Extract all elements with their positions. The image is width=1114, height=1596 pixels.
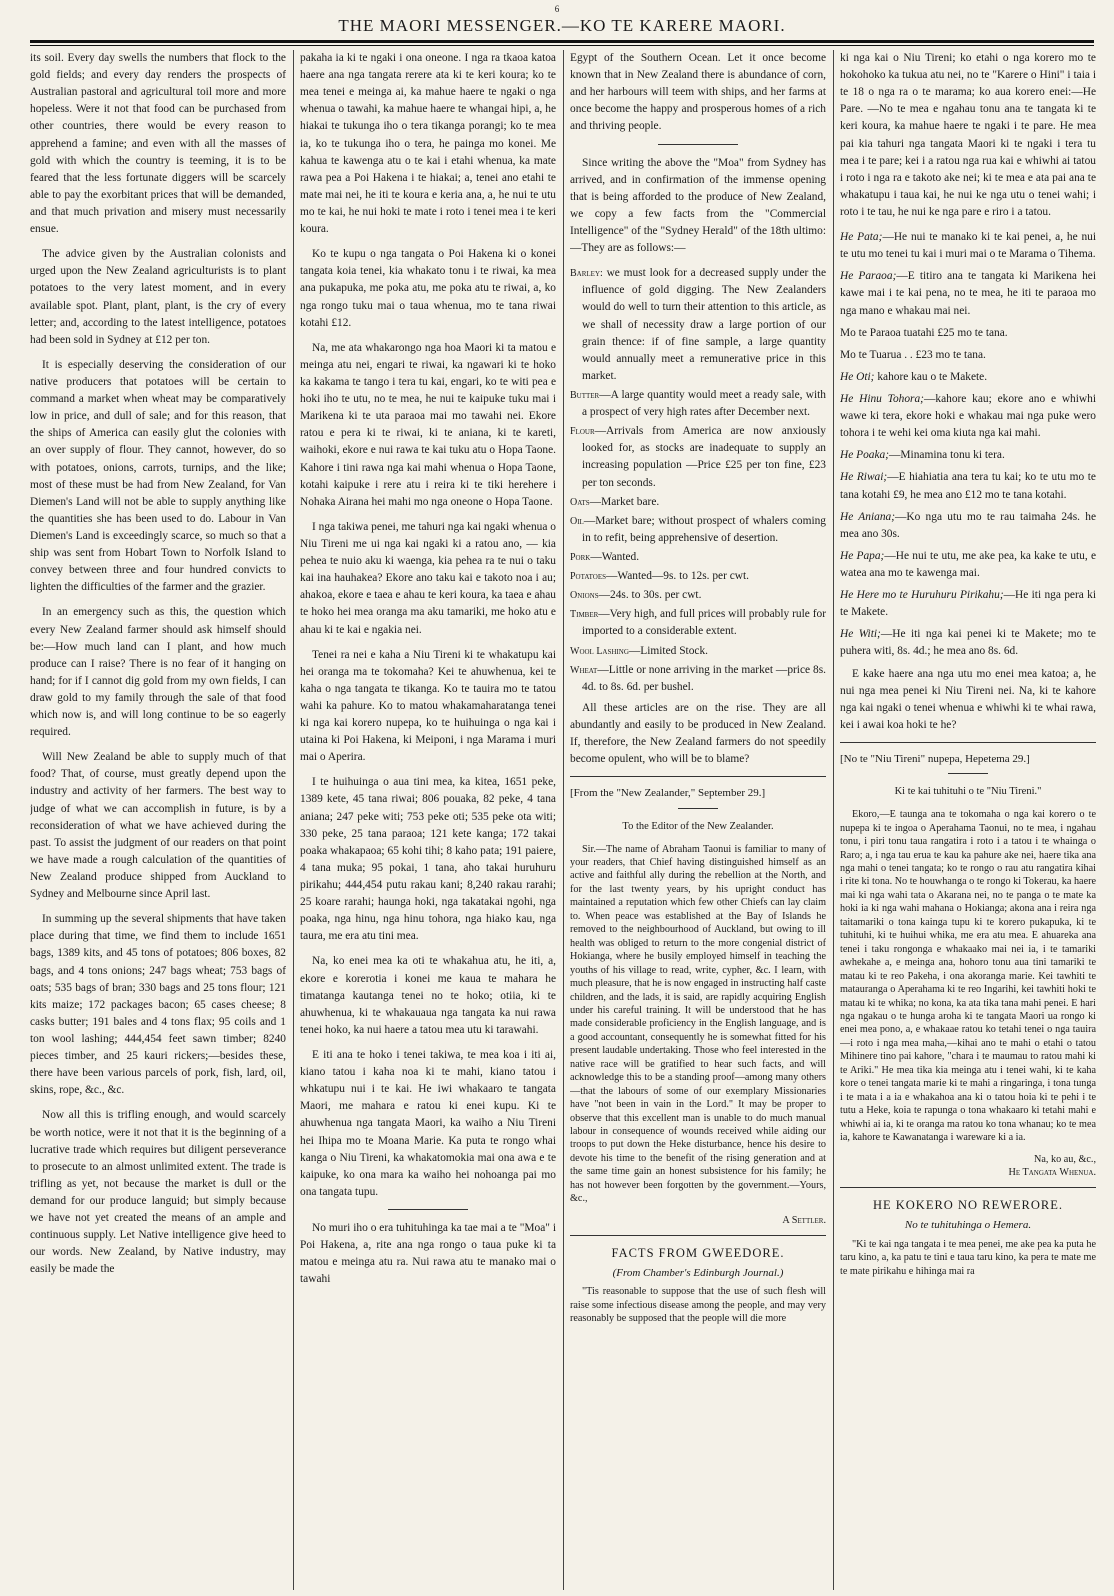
paragraph: I te huihuinga o aua tini mea, ka kitea, 1651 peke, 1389 kete, 45 tana riwai; 806 pouaka, 82 peke, 4 tana aniana; 247 peke witi; 753 peke oti; 535 peke ota witi; 330 peke, 25 tana paraoa; 121 kete kanga; 172 takai poaka whakapaoa; 65 kohi tihi; 8 kaho pata; 191 paiere, 4 tana muka; 95 pokai, 1 tana, aho takai huruhuru pirikahu; 444,454 putu rakau kani; 8,240 rakau rarahi; 25 koare rarahi; haunga hoki, nga takatakai ngohi, nga poaka, nga hinu, nga hinu tohora, nga hiako kau, nga taura, me era atu tini mea. — [300, 776, 556, 943]
price-entry — [840, 229, 1096, 263]
price-entry — [840, 626, 1096, 660]
market-entry — [570, 662, 826, 696]
market-entry — [570, 423, 826, 491]
section-divider — [388, 1209, 468, 1210]
paragraph: pakaha ia ki te ngaki i ona oneone. I nga ra tkaoa katoa haere ana nga tangata rerere ata ki te keri koura; ko te mea tenei e meinga ai, ka mahue haere te ngaki o nga whenua o tawahi, ka mahue haere te whangai hipi, a, he hiakai te tukunga iho o tera tikanga porangi; ko te mea ia, ko te tukunga iho o tera, he painga mo konei. Me kahua te kawenga atu o te kai i etahi whenua, ka mate rawa pea a Poi Hakena i te hiakai; a, tenei ano etahi te mate mai nei, he iti te koura e keria ana, a, he nui te utu mo te kai, he nui hoki te mate i roto i tenei mea i te keri koura. — [300, 52, 556, 236]
market-item: Barley: — [570, 268, 603, 280]
paragraph: It is especially deserving the consideration of our native producers that potatoes will be certain to command a market when wheat may be comparatively low in price, and dull of sale; and for this reason, that the ships of America can easily glut the colonies with an over supply of flour. They cannot, however, do so with potatoes, onions, carrots, turnips, and the like; most of these must be had from New Zealand, for Van Diemen's Land will not be able to supply anything like the quantities she has been used to do. Labour in Van Diemen's Land is exceedingly scarce, so much so that a ship was sent from Hobart Town to Norfolk Island to convey between three and four hundred convicts to lighten the difficulties of the farmer and the grazier. — [30, 358, 286, 594]
market-item: Oats — [570, 496, 590, 508]
paragraph: ki nga kai o Niu Tireni; ko etahi o nga korero mo te hokohoko ka tukua atu nei, no te "Karere o Hini" i taia i te 18 o nga ra o te marama; ko aua korero enei:—He Pare. —No te mea e ngahau tonu ana te tangata ki te keri koura, ka mahue haere te ngaki i te pare. He mea pai kia tahuri nga tangata Maori ki te ngaki i tera tu mea i te pare; kei i a ratou nga rua kai e whiwhi ai tatou i roto i nga ra e takoto ake nei; ki te mea e ata pai ana te whakatupu i taua kai, he nui ke nga utu o tenei wahi; i roto i te tau, he nui ke nga pare e riro i a tatou. — [840, 52, 1096, 218]
price-entry — [840, 509, 1096, 543]
column-3 — [570, 50, 826, 1590]
price-entry — [840, 369, 1096, 386]
price-label: He Riwai; — [840, 471, 888, 484]
price-entry — [840, 587, 1096, 621]
price-list — [840, 229, 1096, 660]
signature: A Settler. — [782, 1214, 826, 1226]
market-text: we must look for a decreased supply under the influence of gold digging. The New Zealanders would do well to turn their attention to this article, as we shall of necessity draw a large portion of our grain thence: if of fine sample, a large quantity would annually meet a remunerative price in this market. — [582, 267, 826, 382]
market-entry — [570, 606, 826, 640]
column-divider — [563, 50, 564, 1590]
section-divider — [678, 808, 718, 809]
page-number: 6 — [554, 4, 560, 14]
market-text: —Little or none arriving in the market —price 8s. 4d. to 8s. 6d. per bushel. — [582, 663, 826, 693]
price-entry — [840, 447, 1096, 464]
masthead-title: THE MAORI MESSENGER.—KO TE KARERE MAORI. — [338, 16, 786, 35]
column-2 — [300, 50, 556, 1590]
paragraph: "Ki te kai nga tangata i te mea penei, me ake pea ka puta he taru kino, a, ka patu te tini e taua taru kino, ka pera te mate me te mate pirikahu e hihinga mai ra — [840, 1238, 1096, 1277]
section-divider — [570, 776, 826, 777]
price-label: He Papa; — [840, 549, 885, 562]
market-item: Pork — [570, 551, 591, 563]
paragraph: Since writing the above the "Moa" from Sydney has arrived, and in confirmation of the immense opening that is being afforded to the produce of New Zealand, we copy a few facts from the "Commercial Intelligence" of the "Sydney Herald" of the 18th ultimo:—They are as follows:— — [570, 156, 826, 255]
market-item: Oil — [570, 515, 584, 527]
market-report — [570, 265, 826, 696]
masthead-rule-thin — [30, 45, 1094, 46]
price-text: —He nui te utu, me ake pea, ka kake te utu, e watea ana mo te kawenga mai. — [840, 549, 1096, 579]
section-divider — [840, 1187, 1096, 1188]
paragraph: Tenei ra nei e kaha a Niu Tireni ki te whakatupu kai hei oranga ma te tokomaha? Kei te ahuwhenua, kei te kaha o nga tangata te tikanga. Ko te tauira mo te tatou wahi ka pahure. Ko to matou whakamaharatanga tenei ki nga kai korero nupepa, ko te huihuinga o nga kai i utaina ki Poi Hakena, ki Meiponi, i nga Marama i muri mai o Aperira. — [300, 648, 556, 764]
market-item: Onions — [570, 590, 599, 602]
market-item: Wheat — [570, 664, 598, 676]
price-text: —Minamina tonu ki tera. — [889, 449, 1005, 462]
market-entry — [570, 568, 826, 585]
price-label: He Oti; — [840, 370, 875, 383]
price-text: Mo te Tuarua . . £23 mo te tana. — [840, 348, 986, 361]
price-text: —He iti nga pera ki te Makete. — [840, 589, 1096, 619]
price-text: —E hiahiatia ana tera tu kai; ko te utu mo te tana kotahi £9, he mea ano £12 mo te tana kotahi. — [840, 471, 1096, 501]
price-entry — [840, 469, 1096, 503]
section-divider — [658, 144, 738, 145]
price-text: Mo te Paraoa tuatahi £25 mo te tana. — [840, 326, 1008, 339]
section-divider — [840, 742, 1096, 743]
price-text: —E titiro ana te tangata ki Marikena hei kawe mai i te kai pena, no te mea, he iti te paraoa mo nga mano e whakau mai nei. — [840, 270, 1096, 317]
price-label: He Pata; — [840, 231, 883, 244]
price-label: He Aniana; — [840, 510, 896, 523]
market-entry — [570, 265, 826, 385]
price-text: —He nui te manako ki te kai penei, a, he nui te utu mo tenei tu kai i muri mai o te Marama o Tihema. — [840, 231, 1096, 261]
market-entry — [570, 549, 826, 566]
section-divider — [570, 1235, 826, 1236]
letter-heading: To the Editor of the New Zealander. — [622, 820, 774, 832]
market-text: —Market bare; without prospect of whalers coming in to refit, being apprehensive of desertion. — [582, 514, 826, 544]
market-text: —Very high, and full prices will probably rule for imported to a considerable extent. — [582, 608, 826, 638]
letter-heading: Ki te kai tuhituhi o te "Niu Tireni." — [894, 786, 1042, 798]
paragraph: its soil. Every day swells the numbers that flock to the gold fields; and every day renders the prospects of Australian pastoral and agricultural toil more and more hopeless. Were it not that food can be purchased from other countries, there would be every reason to apprehend a famine; and even with all the masses of gold with which the country is teeming, it is to be feared that the less fortunate diggers will be scarcely able to pay the exorbitant prices that will be demanded, and that much privation and misery must necessarily ensue. — [30, 52, 286, 236]
price-label: He Hinu Tohora; — [840, 392, 924, 405]
paragraph: The advice given by the Australian colonists and urged upon the New Zealand agriculturists is to plant potatoes to the very latest moment, and in every available spot. Plant, plant, plant, is the cry of every letter; and, according to the latest intelligence, potatoes had been sold in Sydney at £12 per ton. — [30, 248, 286, 346]
price-text: kahore kau o te Makete. — [874, 370, 988, 383]
source-line: [From the "New Zealander," September 29.] — [570, 787, 766, 800]
paragraph: In an emergency such as this, the question which every New Zealand farmer should ask himself should be:—How much land can I plant, and how much produce can I raise? There is no fear of it hanging on hand; for if I cannot dig gold from my own fields, I can draw gold to my family through the sale of that food which now is, and will long continue to be so eagerly required. — [30, 606, 286, 739]
paragraph: E kake haere ana nga utu mo enei mea katoa; a, he nui nga mea penei ki Niu Tireni nei. Na, ki te kahore nga kai ngaki o tenei whenua e whiwhi ki te whai rawa, kei i awai koa hoki te he? — [840, 667, 1096, 731]
paragraph: "Tis reasonable to suppose that the use of such flesh will raise some infectious disease among the people, and may very reasonably be supposed that the people will die more — [570, 1286, 826, 1325]
page-columns — [30, 50, 1096, 1590]
market-text: —Market bare. — [589, 495, 660, 508]
letter-body: Ekoro,—E taunga ana te tokomaha o nga kai korero o te nupepa ki te ingoa o Aperahama Taonui, no te mea, i ngahau tonu, i piri tonu taua rangatira i roto i a tatou i te whainga o Raro; a, i nga tau erua te kau ka pahure ake nei, haere tika ana nga mahi o tenei tangata; ko te rongo o rau atu rangatira kihai i rite ki tona. No te houwhanga o te rongo ki Tokerau, ka haere mai ki nga wahi tata o Akarana nei, no te panga o te mate ka hoki ia ki nga wahi mahana o Hokianga; akona ana i reira nga taitamariki o tona kainga tupu ki te korero pukapuka, ki te tuhituhi, ki te huihui whika, me era atu mea. E ahuareka ana tenei i taku rongonga e whakaako mai nei ia, i te tamariki awhekahe a, e meinga ana, hohoro tonu aua tini tamariki te matau ki te reo Pakeha, i ona akoranga marie. Kei tawhiti te matauranga o Aperahama ki te reo Ingarihi, kei tawhiti hoki te matau ki te whika; no kona, ka ata tika tana mahi penei. E hari nga ngakau o te hunga aroha ki te tangata Maori ua rongo ki enei mea pono, a, e whakaae ratou ko tetahi tenei o nga tauira—i roto i nga mea maha,—kihai ano te mahi o etahi o tatou Mihinere tino pai kahore, "chara i te maumau to ratou mahi ki te Ariki." He mea tika kia meinga atu i tenei wahi, ki te kaha kore o tenei tangata marie ki te mahi a ringaringa, i tona tunga i te mata i a ia e whakahoa ana ki o tatou hoia ki te pehi i te tutu a Heke, koia te rapunga o tona whakaaro ki tetahi mahi e whiwhi ai ia, ki te oranga ma ratou ko tona whanau; ko te mea ia, kahore te Kawanatanga i wareware ki a ia. — [840, 809, 1096, 1144]
market-item: Butter — [570, 389, 600, 401]
column-divider — [833, 50, 834, 1590]
price-label: He Witi; — [840, 628, 881, 641]
source-line: [No te "Niu Tireni" nupepa, Hepetema 29.] — [840, 752, 1030, 765]
column-1 — [30, 50, 286, 1590]
price-entry — [840, 548, 1096, 582]
price-entry — [840, 347, 1096, 364]
market-text: —Wanted. — [590, 550, 640, 563]
paragraph: Ko te kupu o nga tangata o Poi Hakena ki o konei tangata koia tenei, kia whakato tonu i te riwai, ka mea ana pukapuka, me poka atu, me poka atu te riwai, a, ko nga rongo tuku mai o taua whenua, mo te tana riwai kotahi £12. — [300, 248, 556, 329]
price-entry — [840, 391, 1096, 442]
price-text: —kahore kau; ekore ano e whiwhi wawe ki tera, ekore hoki e whakau mai nga puke wero tohora i te wehi kei oma kiuta nga kai mahi. — [840, 392, 1096, 440]
market-item: Timber — [570, 609, 599, 621]
market-item: Wool Lashing — [570, 645, 629, 657]
paragraph: E iti ana te hoko i tenei takiwa, te mea koa i iti ai, kiano tatou i kaha noa ki te mahi, kiano tatou i whkatupu nui i te kai. He iwi whakaaro te tangata Maori, me mahara e ratou ki enei kupu. Ki te ahuwhenua nga tangata Maori, ka waiho a Niu Tireni hei Ihipa mo te Moana Marie. Ka puta te rongo whai kanga o Niu Tireni, ka whakatomokia mai ona awa e te kaipuke, ko ona mara ka waiho hei nohoanga pai mo ona tangata tupu. — [300, 1049, 556, 1198]
price-text: —He iti nga kai penei ki te Makete; mo te puhera witi, 8s. 4d.; he mea ano 8s. 6d. — [840, 628, 1096, 658]
section-source: No te tuhituhinga o Hemera. — [904, 1219, 1032, 1232]
price-label: He Paraoa; — [840, 270, 897, 283]
closing-line: Na, ko au, &c., — [1034, 1153, 1096, 1165]
market-entry — [570, 494, 826, 511]
market-text: —Wanted—9s. to 12s. per cwt. — [606, 570, 750, 583]
paragraph: Egypt of the Southern Ocean. Let it once become known that in New Zealand there is abundance of corn, and her harbours will teem with ships, and her farms at once become the happy and prosperous homes of a rich and thriving people. — [570, 52, 826, 133]
paragraph: No muri iho o era tuhituhinga ka tae mai a te "Moa" i Poi Hakena, a, rite ana nga rongo o taua puke ki ta matou e meinga atu ra. Nui rawa atu te manako mai o tawahi — [300, 1222, 556, 1286]
market-entry — [570, 587, 826, 604]
paragraph: Na, me ata whakarongo nga hoa Maori ki ta matou e meinga atu nei, engari te riwai, ka ngawari ki te hoko ka kakama te tango i tera tu kai, engari, ko te witi pea e hoki iho te utu, no te mea, he nui te kaipuke tuku mai i Marikena ki te uta paraoa mai mo tawahi nei. Ekore ratou e pera ki te riwai, ki te aniana, ki te kareti, waihoki, ekore e nui rawa te kai tuku atu o Hopa Taone. Kahore i tini rawa nga kai mahi whenua o Hopa Taone, kotahi kaipuke i rere atu i reira ki te tiki herehere i Nohaka Airana hei mahi mo nga oneone o Hopa Taone. — [300, 341, 556, 508]
paragraph: All these articles are on the rise. They are all abundantly and easily to be produced in New Zealand. If, therefore, the New Zealand farmers do not speedily become opulent, who will be to blame? — [570, 701, 826, 766]
price-label: He Poaka; — [840, 449, 890, 462]
price-text: —Ko nga utu mo te rau taimaha 24s. he mea ano 30s. — [840, 510, 1096, 540]
price-entry — [840, 268, 1096, 319]
paragraph: Na, ko enei mea ka oti te whakahua atu, he iti, a, ekore e korerotia i konei me kaua te mahara he timatanga kautanga tenei no te hoko; otiia, ki te ahuwhenua, ki te whakauaua nga tangata ka nui rawa tenei hoko, ka nui haere a tatou mea utu ki tarawahi. — [300, 955, 556, 1036]
section-heading: HE KOKERO NO REWERORE. — [872, 1198, 1064, 1213]
market-item: Potatoes — [570, 571, 606, 583]
market-text: —A large quantity would meet a ready sale, with a prospect of very high rates after December next. — [582, 388, 826, 419]
signature: He Tangata Whenua. — [1008, 1166, 1096, 1178]
paragraph: In summing up the several shipments that have taken place during that time, we find them to include 1651 bags, 1389 kits, and 45 tons of potatoes; 806 boxes, 82 bags, and 4 tons onions; 247 bags wheat; 753 bags of oats; 535 bags of bran; 330 bags and 25 tons flour; 121 kits maize; 172 packages bacon; 65 cases cheese; 8 casks butter; 191 bales and 4 tons flax; 95 coils and 1 ton wool lashing; 444,454 feet sawn timber; 8240 pieces timber, and 25 kauri rickers;—besides these, there have been various parcels of pork, fish, lard, oil, skins, rope, &c., &c. — [30, 913, 286, 1097]
section-source: (From Chamber's Edinburgh Journal.) — [612, 1266, 784, 1279]
market-text: —24s. to 30s. per cwt. — [598, 589, 702, 602]
paragraph: Now all this is trifling enough, and would scarcely be worth notice, were it not that it is the beginning of a lucrative trade which requires but diligent perseverance to prosecute to an almost unlimited extent. The trade is trifling as yet, not because the market is dull or the demand for our produce languid; but simply because we have not yet created the means of an ample and continuous supply. Let Native intelligence give heed to our words. New Zealand, by Native industry, may easily be made the — [30, 1109, 286, 1276]
market-item: Flour — [570, 426, 595, 438]
column-4 — [840, 50, 1096, 1590]
market-entry — [570, 643, 826, 660]
column-divider — [293, 50, 294, 1590]
market-text: —Limited Stock. — [628, 644, 708, 657]
paragraph: Will New Zealand be able to supply much of that food? That, of course, must greatly depend upon the industry and activity of her farmers. The best way to judge of what we can accomplish in future, is by a reconsideration of what we have achieved during the past. To assist the judgment of our readers on that point we have made a rough calculation of the quantities of New Zealand produce shipped from Auckland to Sydney and Melbourne since April last. — [30, 751, 286, 901]
paragraph: I nga takiwa penei, me tahuri nga kai ngaki whenua o Niu Tireni me ui nga kai ngaki ki a ratou ano, — kia pehea te nuio aku ki waenga, kia pehea ra te nui o taku kai ina hauhakea? Ekore ano taku kai e takoto noa i au; ahakoa, ekore e taea e ahau te keri koura, ka taea e ahau te hoko hei mea oranga ma aku tamariki, me hoko atu e ahau ki te kai e ngakia nei. — [300, 520, 556, 636]
masthead-rule — [30, 40, 1094, 43]
section-divider — [948, 773, 988, 774]
market-entry — [570, 513, 826, 547]
market-entry — [570, 387, 826, 421]
letter-body: Sir.—The name of Abraham Taonui is familiar to many of your readers, that Chief having distinguished himself as an active and faithful ally during the rebellion at the North, and for the last twenty years, by his upright conduct has maintained a reputation which few other Chiefs can lay claim to. When peace was established at the Bay of Islands he removed to the neighbourhood of Auckland, but owing to ill health was obliged to return to the more congenial district of Hokianga, where he busily employed himself in teaching the youths of his village to read, write, cypher, &c. I learn, with much pleasure, that he is now engaged in instructing half caste children, and the lads, it is said, are rapidly acquiring English under his careful training. It will be understood that he has made considerable proficiency in the English language, and is a good accountant, consequently he is somewhat fitted for his present laudable undertaking. Those who feel interested in the native race will be gratified to hear such facts, and will acknowledge this to be a standing proof—among many others—that the labours of some of our exemplary Missionaries have "not been in vain in the Lord." It may be proper to observe that this excellent man is unable to do much manual labour in consequence of wounds received while aiding our troops to put down the Heke disturbance, hence his desire to devote his time to the benefit of the rising generation and at the same time gain an honest subsistence for his family; he has not however been forgotten by the government.—Yours, &c., — [570, 843, 826, 1205]
price-label: He Here mo te Huruhuru Pirikahu; — [840, 589, 1004, 602]
price-entry — [840, 325, 1096, 342]
market-text: —Arrivals from America are now anxiously looked for, as stocks are inadequate to supply an increasing population —Price £25 per ton fine, £23 per ton seconds. — [582, 425, 826, 489]
section-heading: FACTS FROM GWEEDORE. — [611, 1246, 785, 1261]
